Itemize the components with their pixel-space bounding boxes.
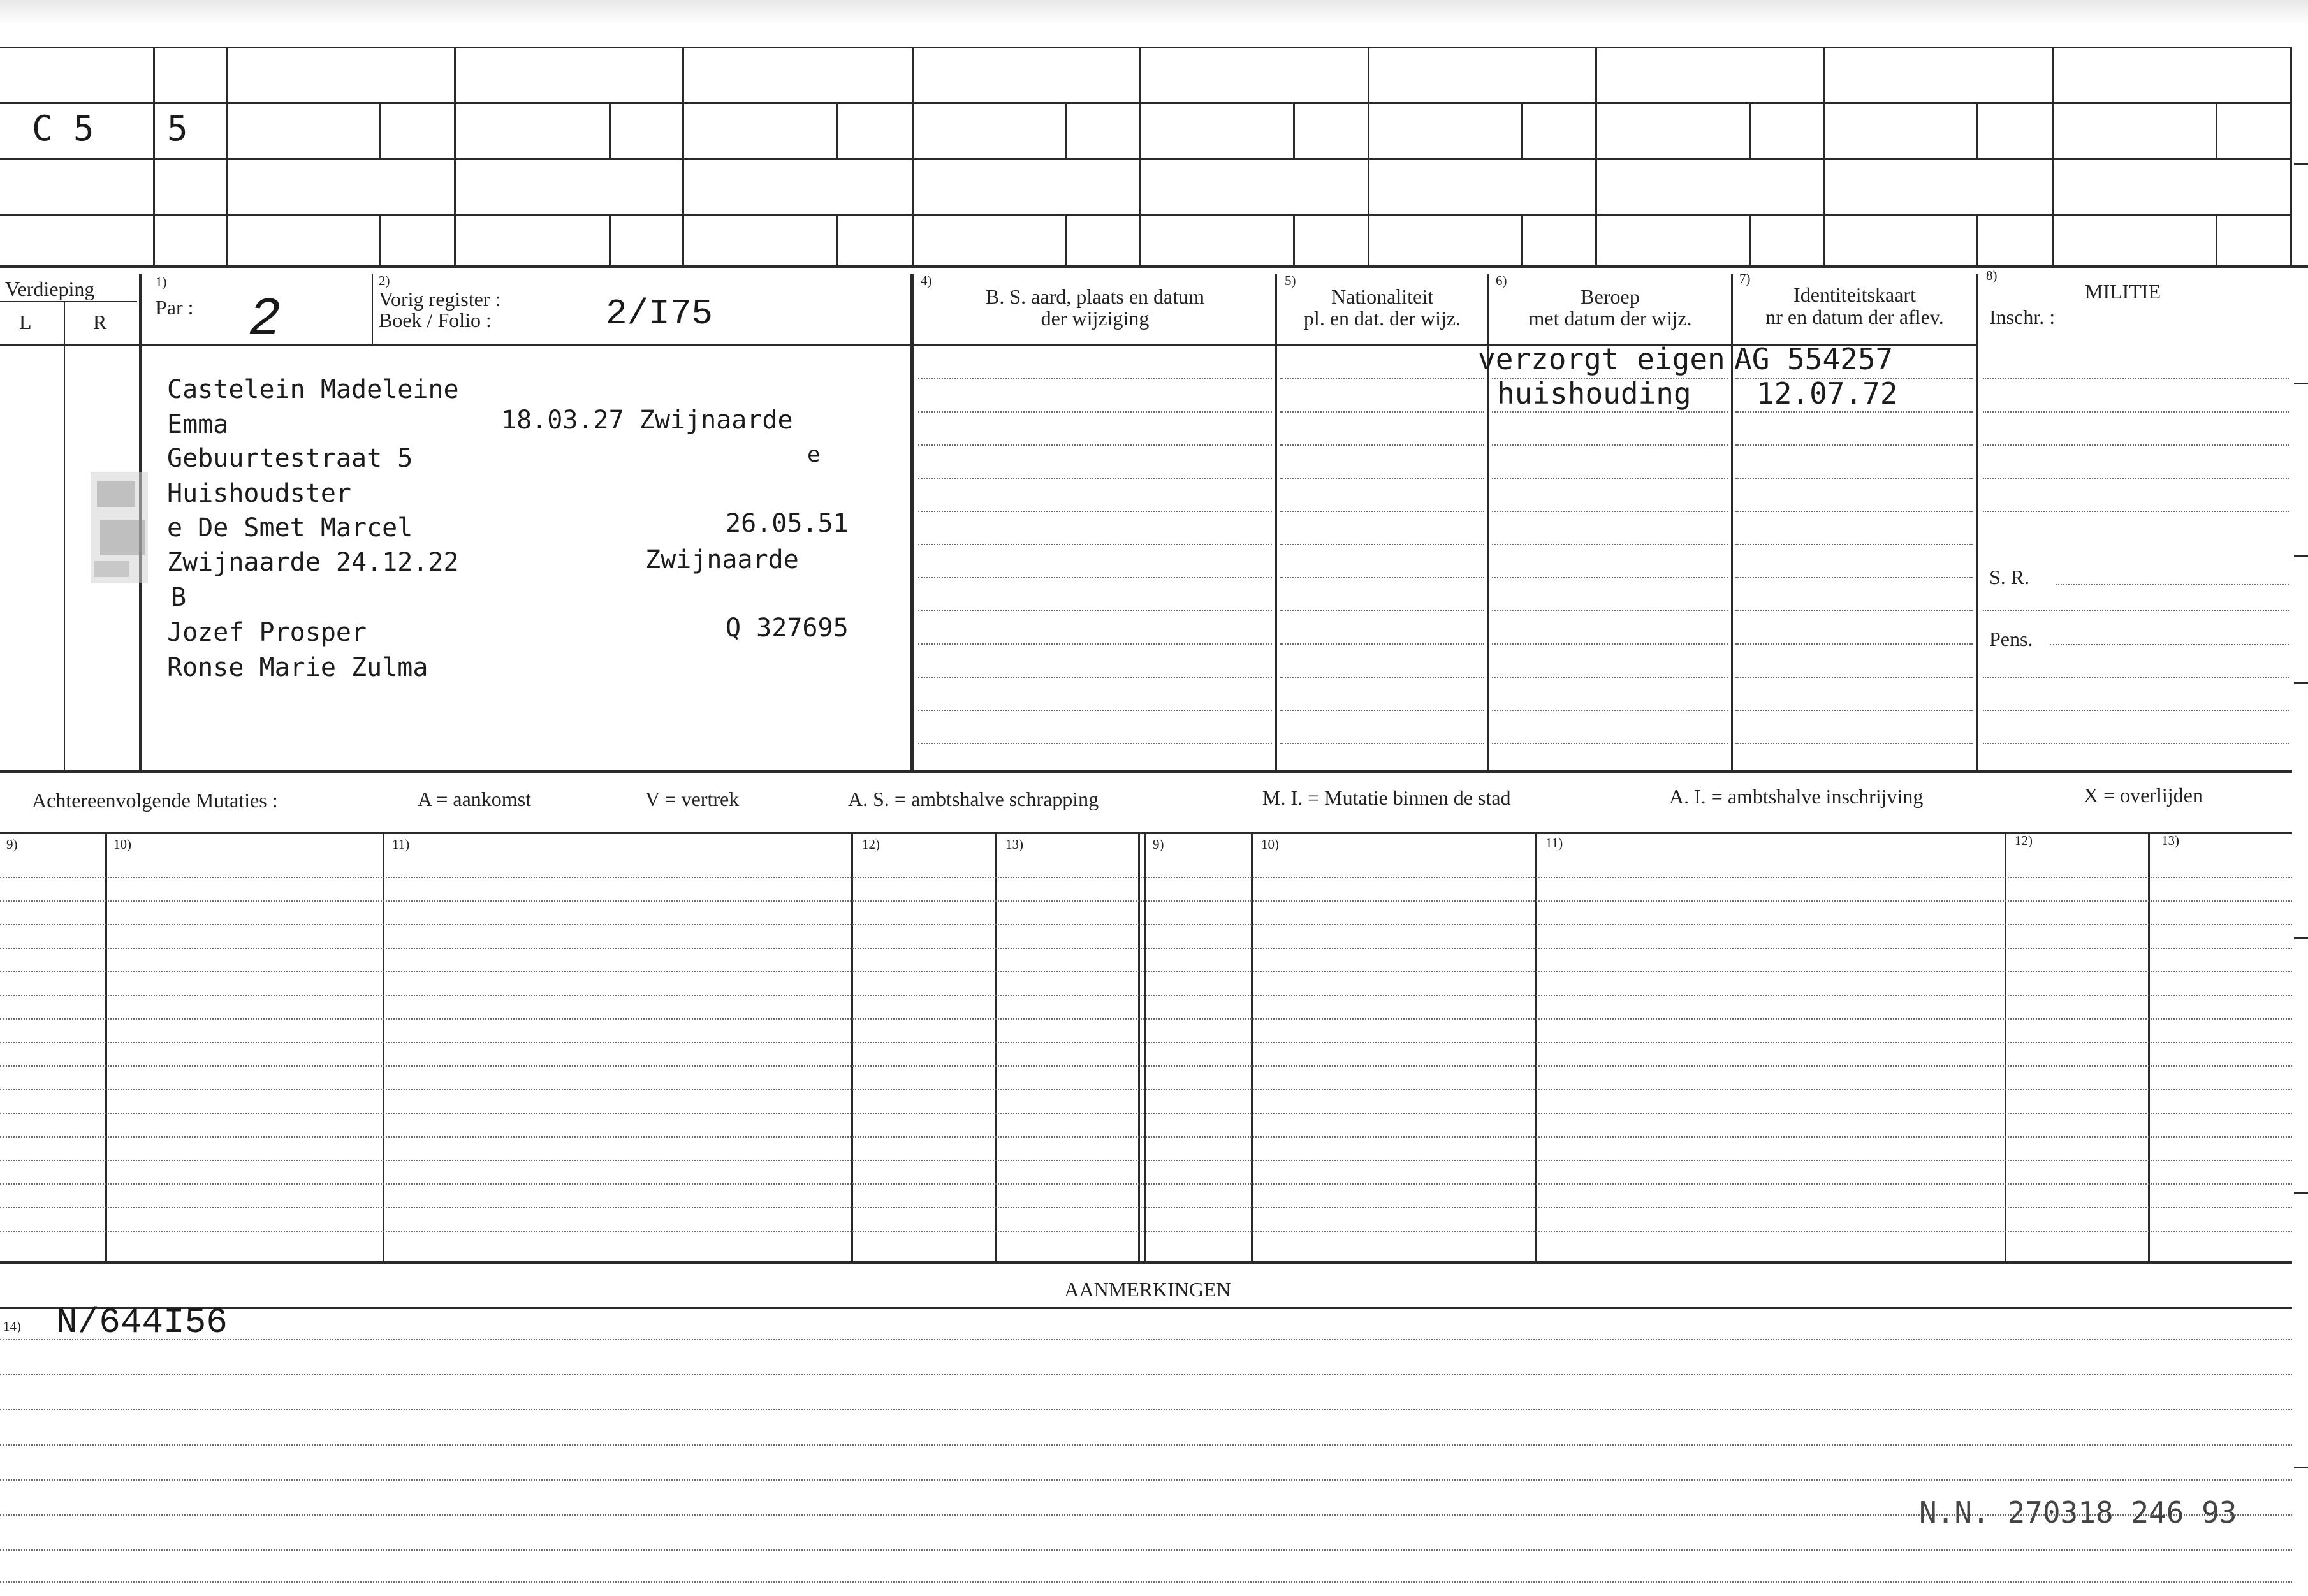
beroep-header-line1: Beroep [1581,285,1640,308]
id-card-date: 12.07.72 [1757,376,1898,411]
header-cell-c5: C 5 [32,108,94,149]
id-card-number: AG 554257 [1734,342,1894,376]
inschr-label: Inschr. : [1989,305,2056,328]
person-mother: Ronse Marie Zulma [167,653,428,682]
sr-label: S. R. [1989,566,2030,589]
pens-label: Pens. [1989,627,2033,650]
nationality-header-line2: pl. en dat. der wijz. [1303,307,1461,330]
mut-right-col13: 13) [2161,833,2179,848]
aanmerkingen-title: AANMERKINGEN [1064,1278,1231,1301]
person-occupation: Huishoudster [167,479,351,508]
id-header-line2: nr en datum der aflev. [1765,305,1944,328]
mut-right-col9: 9) [1153,837,1164,852]
mut-right-col11: 11) [1545,835,1563,851]
header-cell-5: 5 [167,108,188,149]
person-nationality-code: B [171,583,187,612]
mutaties-label: Achtereenvolgende Mutaties : [32,789,278,812]
person-marriage-date: 26.05.51 [726,509,849,538]
bs-header-line2: der wijziging [1041,307,1150,330]
col6-number: 6) [1496,273,1507,288]
col7-number: 7) [1739,271,1751,286]
mut-left-col9: 9) [6,837,18,852]
faded-stamp-mark [84,469,157,587]
mut-left-col11: 11) [392,837,410,852]
person-father: Jozef Prosper [167,618,367,647]
legend-aankomst: A = aankomst [418,787,532,810]
col5-number: 5) [1285,273,1296,288]
person-street: Gebuurtestraat 5 [167,444,413,473]
national-number: N.N. 270318 246 93 [1919,1495,2237,1530]
register-value: 2/I75 [606,293,713,334]
col4-number: 4) [921,273,932,288]
person-first-name: Emma [167,410,229,439]
legend-mutatie-binnen-stad: M. I. = Mutatie binnen de stad [1262,786,1511,809]
mut-right-col12: 12) [2015,833,2033,848]
person-spouse: e De Smet Marcel [167,513,413,543]
mut-right-col10: 10) [1261,837,1279,852]
vorig-register-label: Vorig register : [379,288,501,311]
aanmerkingen-value: N/644I56 [56,1302,228,1343]
person-birth-date-place: 18.03.27 Zwijnaarde [501,406,793,435]
mut-left-col10: 10) [113,837,131,852]
legend-vertrek: V = vertrek [645,787,740,810]
person-marriage-place: Zwijnaarde [645,545,799,575]
col2-number: 2) [379,273,390,288]
person-street-mark: e [807,442,821,467]
nationality-header-line1: Nationaliteit [1331,285,1433,308]
beroep-header-line2: met datum der wijz. [1528,307,1692,330]
militie-label: MILITIE [2085,280,2161,303]
mut-left-col13: 13) [1005,837,1023,852]
person-father-code: Q 327695 [726,613,849,643]
legend-inschrijving: A. I. = ambtshalve inschrijving [1669,785,1924,808]
verdieping-l: L [19,311,32,333]
par-value: 2 [249,290,281,351]
par-label: Par : [156,296,194,319]
paper-top-edge [0,0,2308,26]
person-name: Castelein Madeleine [167,375,459,404]
aanmerkingen-number: 14) [3,1319,21,1334]
mut-left-col12: 12) [862,837,880,852]
bs-header-line1: B. S. aard, plaats en datum [985,285,1205,308]
beroep-entry-line1: verzorgt eigen [1478,342,1725,376]
legend-overlijden: X = overlijden [2084,784,2203,807]
person-spouse-birth: Zwijnaarde 24.12.22 [167,548,459,577]
boek-folio-label: Boek / Folio : [379,309,492,332]
verdieping-r: R [93,311,107,333]
col1-number: 1) [156,274,167,289]
col8-number: 8) [1986,268,1998,283]
verdieping-label: Verdieping [5,277,95,300]
beroep-entry-line2: huishouding [1497,376,1691,411]
id-header-line1: Identiteitskaart [1793,283,1916,306]
legend-schrapping: A. S. = ambtshalve schrapping [848,787,1099,810]
